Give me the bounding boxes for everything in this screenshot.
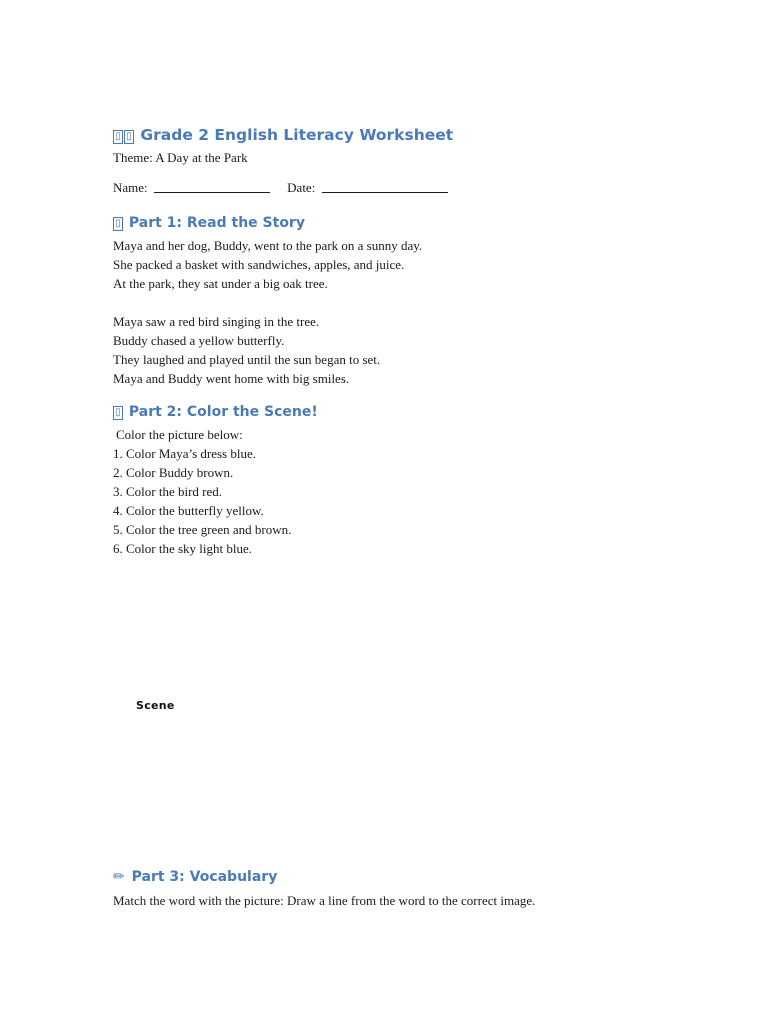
story-line: Buddy chased a yellow butterfly. [113, 333, 285, 348]
worksheet-title: ▯ ▯ Grade 2 English Literacy Worksheet [113, 126, 453, 144]
story-line: They laughed and played until the sun began to set. [113, 352, 381, 367]
color-instruction: 1. Color Maya’s dress blue. [113, 446, 256, 461]
pencil-icon: ✏ [113, 869, 125, 885]
palette-icon: ▯ [113, 406, 123, 420]
color-instruction: 2. Color Buddy brown. [113, 465, 234, 480]
scene-image-label: Scene [136, 699, 175, 712]
name-label: Name: [113, 180, 148, 195]
part3-heading: ✏ Part 3: Vocabulary [113, 869, 278, 885]
color-instruction: 5. Color the tree green and brown. [113, 522, 292, 537]
story-line: At the park, they sat under a big oak tree. [113, 276, 328, 291]
name-date-row [113, 180, 448, 196]
story-line: She packed a basket with sandwiches, apples, and juice. [113, 257, 405, 272]
story-line: Maya saw a red bird singing in the tree. [113, 314, 320, 329]
part1-heading: ▯ Part 1: Read the Story [113, 215, 305, 231]
theme-line: Theme: A Day at the Park [113, 150, 248, 165]
book-icon: ▯ [113, 130, 123, 144]
part2-heading: ▯ Part 2: Color the Scene! [113, 404, 318, 420]
date-label: Date: [287, 180, 316, 195]
story-line: Maya and Buddy went home with big smiles. [113, 371, 350, 386]
name-field[interactable] [154, 180, 270, 193]
story-line: Maya and her dog, Buddy, went to the park on a sunny day. [113, 238, 423, 253]
color-instruction: 4. Color the butterfly yellow. [113, 503, 264, 518]
color-instruction: 6. Color the sky light blue. [113, 541, 253, 556]
vocab-instruction: Match the word with the picture: Draw a line from the word to the correct image. [113, 893, 536, 908]
book-icon: ▯ [124, 130, 134, 144]
color-intro: Color the picture below: [116, 427, 243, 442]
date-field[interactable] [322, 180, 448, 193]
color-instruction: 3. Color the bird red. [113, 484, 223, 499]
book-icon: ▯ [113, 217, 123, 231]
